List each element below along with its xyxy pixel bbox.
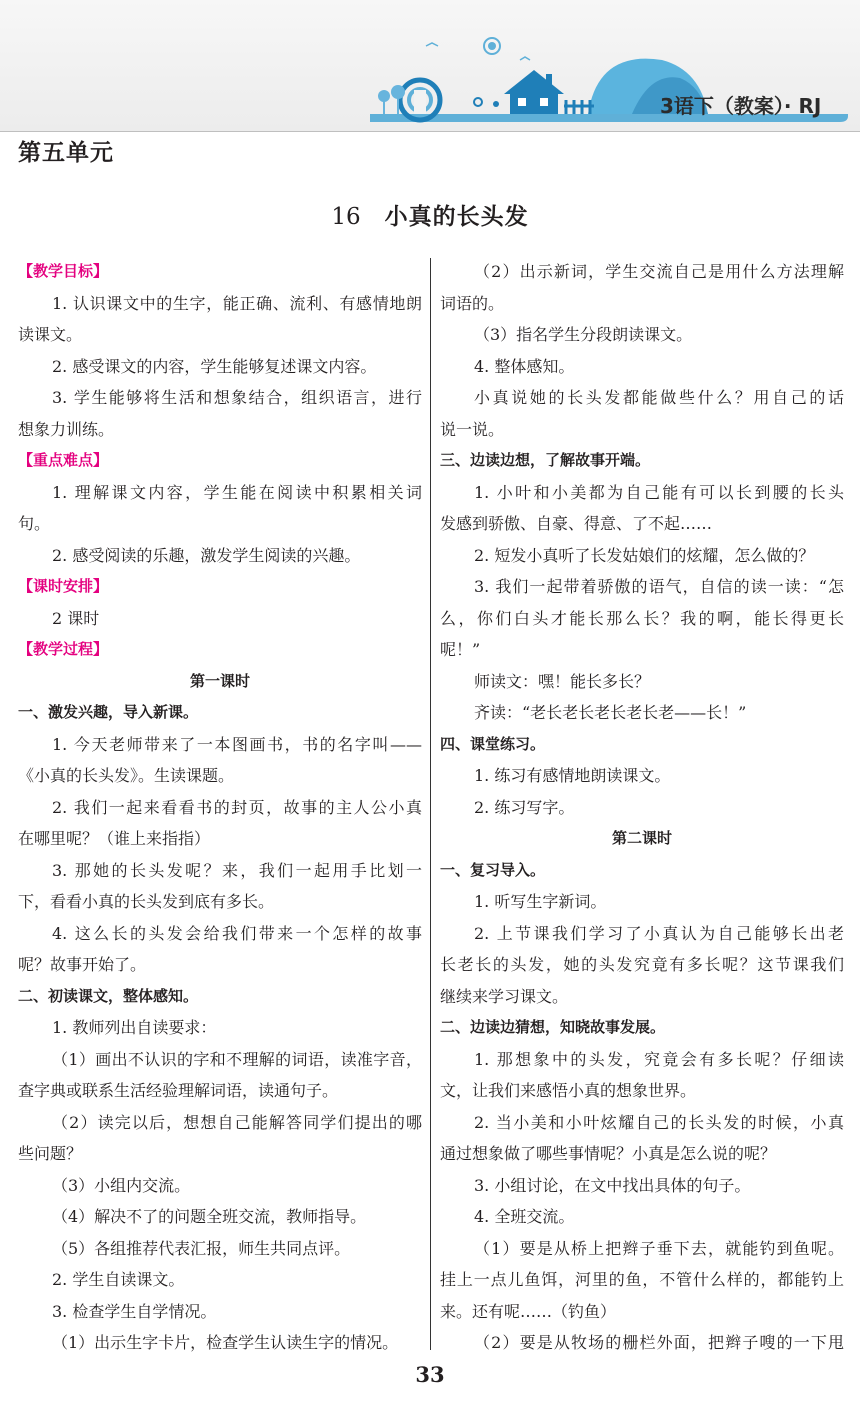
text-line: 四、课堂练习。 xyxy=(440,734,546,753)
book-label: 3语下（教案）· RJ xyxy=(660,94,822,118)
text-line: 查字典或联系生活经验理解词语，读通句子。 xyxy=(18,1081,339,1100)
text-line: 句。 xyxy=(18,514,51,533)
text-line: 师读文：嘿！能长多长？ xyxy=(474,671,651,691)
right-column xyxy=(440,256,844,1359)
text-line: 3. 我们一起带着骄傲的语气，自信的读一读：“怎 xyxy=(474,577,844,596)
text-line: 4. 整体感知。 xyxy=(474,356,575,376)
text-line: 二、边读边猜想，知晓故事发展。 xyxy=(440,1018,666,1036)
text-line: 来。还有呢……（钓鱼） xyxy=(440,1301,617,1321)
text-line: （1）画出不认识的字和不理解的词语，读准字音， xyxy=(52,1049,422,1069)
page-number: 33 xyxy=(415,1362,445,1387)
text-line: 2. 短发小真听了长发姑娘们的炫耀，怎么做的？ xyxy=(474,545,815,565)
text-line: 三、边读边想，了解故事开端。 xyxy=(440,451,651,469)
text-line: （1）要是从桥上把辫子垂下去，就能钓到鱼呢。 xyxy=(474,1238,844,1258)
text-line: 想象力训练。 xyxy=(18,419,115,439)
text-line: 一、激发兴趣，导入新课。 xyxy=(18,703,199,721)
text-line: （2）读完以后，想想自己能解答同学们提出的哪 xyxy=(52,1112,422,1132)
text-line: 读课文。 xyxy=(18,325,83,344)
text-line: 1. 教师列出自读要求： xyxy=(52,1018,217,1037)
text-line: 小真说她的长头发都能做些什么？用自己的话 xyxy=(474,388,844,407)
text-line: （2）要是从牧场的栅栏外面，把辫子嗖的一下甩 xyxy=(474,1333,844,1352)
text-line: 文，让我们来感悟小真的想象世界。 xyxy=(440,1081,697,1100)
text-line: 1. 那想象中的头发，究竟会有多长呢？仔细读 xyxy=(474,1049,844,1069)
text-line: 么，你们白头才能长那么长？我的啊，能长得更长 xyxy=(440,608,844,628)
text-line: 继续来学习课文。 xyxy=(440,986,569,1006)
text-line: 2. 感受阅读的乐趣，激发学生阅读的兴趣。 xyxy=(52,545,361,565)
text-line: 二、初读课文，整体感知。 xyxy=(18,986,199,1005)
text-line: 1. 小叶和小美都为自己能有可以长到腰的长头 xyxy=(474,482,844,502)
text-line: 长老长的头发，她的头发究竟有多长呢？这节课我们 xyxy=(440,955,844,974)
column-divider xyxy=(430,258,431,1350)
lesson-title xyxy=(0,198,860,231)
text-line: （3）指名学生分段朗读课文。 xyxy=(474,325,693,344)
text-line: 3. 检查学生自学情况。 xyxy=(52,1301,217,1321)
text-line: 2. 我们一起来看看书的封页，故事的主人公小真 xyxy=(52,797,422,817)
text-line: 呢！” xyxy=(440,640,481,659)
text-line: 1. 练习有感情地朗读课文。 xyxy=(474,766,671,785)
text-line: 2 课时 xyxy=(52,608,100,628)
text-line: 一、复习导入。 xyxy=(440,860,546,879)
text-line: 2. 上节课我们学习了小真认为自己能够长出老 xyxy=(474,923,844,943)
lesson-name: 小真的长头发 xyxy=(384,203,529,230)
text-line: 些问题？ xyxy=(18,1144,83,1163)
text-line: （4）解决不了的问题全班交流，教师指导。 xyxy=(52,1207,367,1226)
text-line: 1. 理解课文内容，学生能在阅读中积累相关词 xyxy=(52,482,422,502)
text-line: 《小真的长头发》。生读课题。 xyxy=(18,766,235,785)
text-line: 2. 练习写字。 xyxy=(474,797,575,817)
text-line: 第一课时 xyxy=(189,671,250,690)
text-line: （3）小组内交流。 xyxy=(52,1175,191,1195)
text-line: （5）各组推荐代表汇报，师生共同点评。 xyxy=(52,1238,351,1258)
text-line: 3. 那她的长头发呢？来，我们一起用手比划一 xyxy=(52,860,422,880)
header-divider xyxy=(0,131,860,132)
text-line: 词语的。 xyxy=(440,293,505,313)
text-line: 1. 认识课文中的生字，能正确、流利、有感情地朗 xyxy=(52,293,422,313)
left-column xyxy=(18,256,422,1359)
text-line: 齐读：“老长老长老长老长老——长！” xyxy=(474,703,747,722)
unit-title: 第五单元 xyxy=(18,140,114,166)
text-line: 2. 学生自读课文。 xyxy=(52,1270,185,1289)
text-line: 3. 小组讨论，在文中找出具体的句子。 xyxy=(474,1175,751,1195)
text-line: （1）出示生字卡片，检查学生认读生字的情况。 xyxy=(52,1333,399,1352)
text-line: 4. 这么长的头发会给我们带来一个怎样的故事 xyxy=(52,923,422,943)
text-line: 【重点难点】 xyxy=(18,451,109,469)
text-line: 通过想象做了哪些事情呢？小真是怎么说的呢？ xyxy=(440,1144,777,1163)
text-line: 3. 学生能够将生活和想象结合，组织语言，进行 xyxy=(52,388,422,407)
text-line: 1. 听写生字新词。 xyxy=(474,892,607,911)
text-line: 说一说。 xyxy=(440,419,505,439)
text-line: 2. 当小美和小叶炫耀自己的长头发的时候，小真 xyxy=(474,1112,844,1132)
text-line: 发感到骄傲、自豪、得意、了不起…… xyxy=(440,514,713,533)
text-line: （2）出示新词，学生交流自己是用什么方法理解 xyxy=(474,262,844,281)
lesson-number: 16 xyxy=(331,204,361,230)
text-line: 【课时安排】 xyxy=(18,577,109,595)
text-line: 【教学目标】 xyxy=(18,262,109,280)
text-line: 在哪里呢？（谁上来指指） xyxy=(18,829,211,848)
text-line: 第二课时 xyxy=(611,829,672,847)
text-line: 挂上一点儿鱼饵，河里的鱼，不管什么样的，都能钓上 xyxy=(440,1270,844,1289)
text-line: 下，看看小真的长头发到底有多长。 xyxy=(18,892,275,911)
text-line: 1. 今天老师带来了一本图画书，书的名字叫—— xyxy=(52,734,422,754)
text-line: 【教学过程】 xyxy=(18,640,109,658)
text-line: 呢？故事开始了。 xyxy=(18,955,147,974)
text-line: 2. 感受课文的内容，学生能够复述课文内容。 xyxy=(52,356,377,376)
text-line: 4. 全班交流。 xyxy=(474,1207,575,1226)
